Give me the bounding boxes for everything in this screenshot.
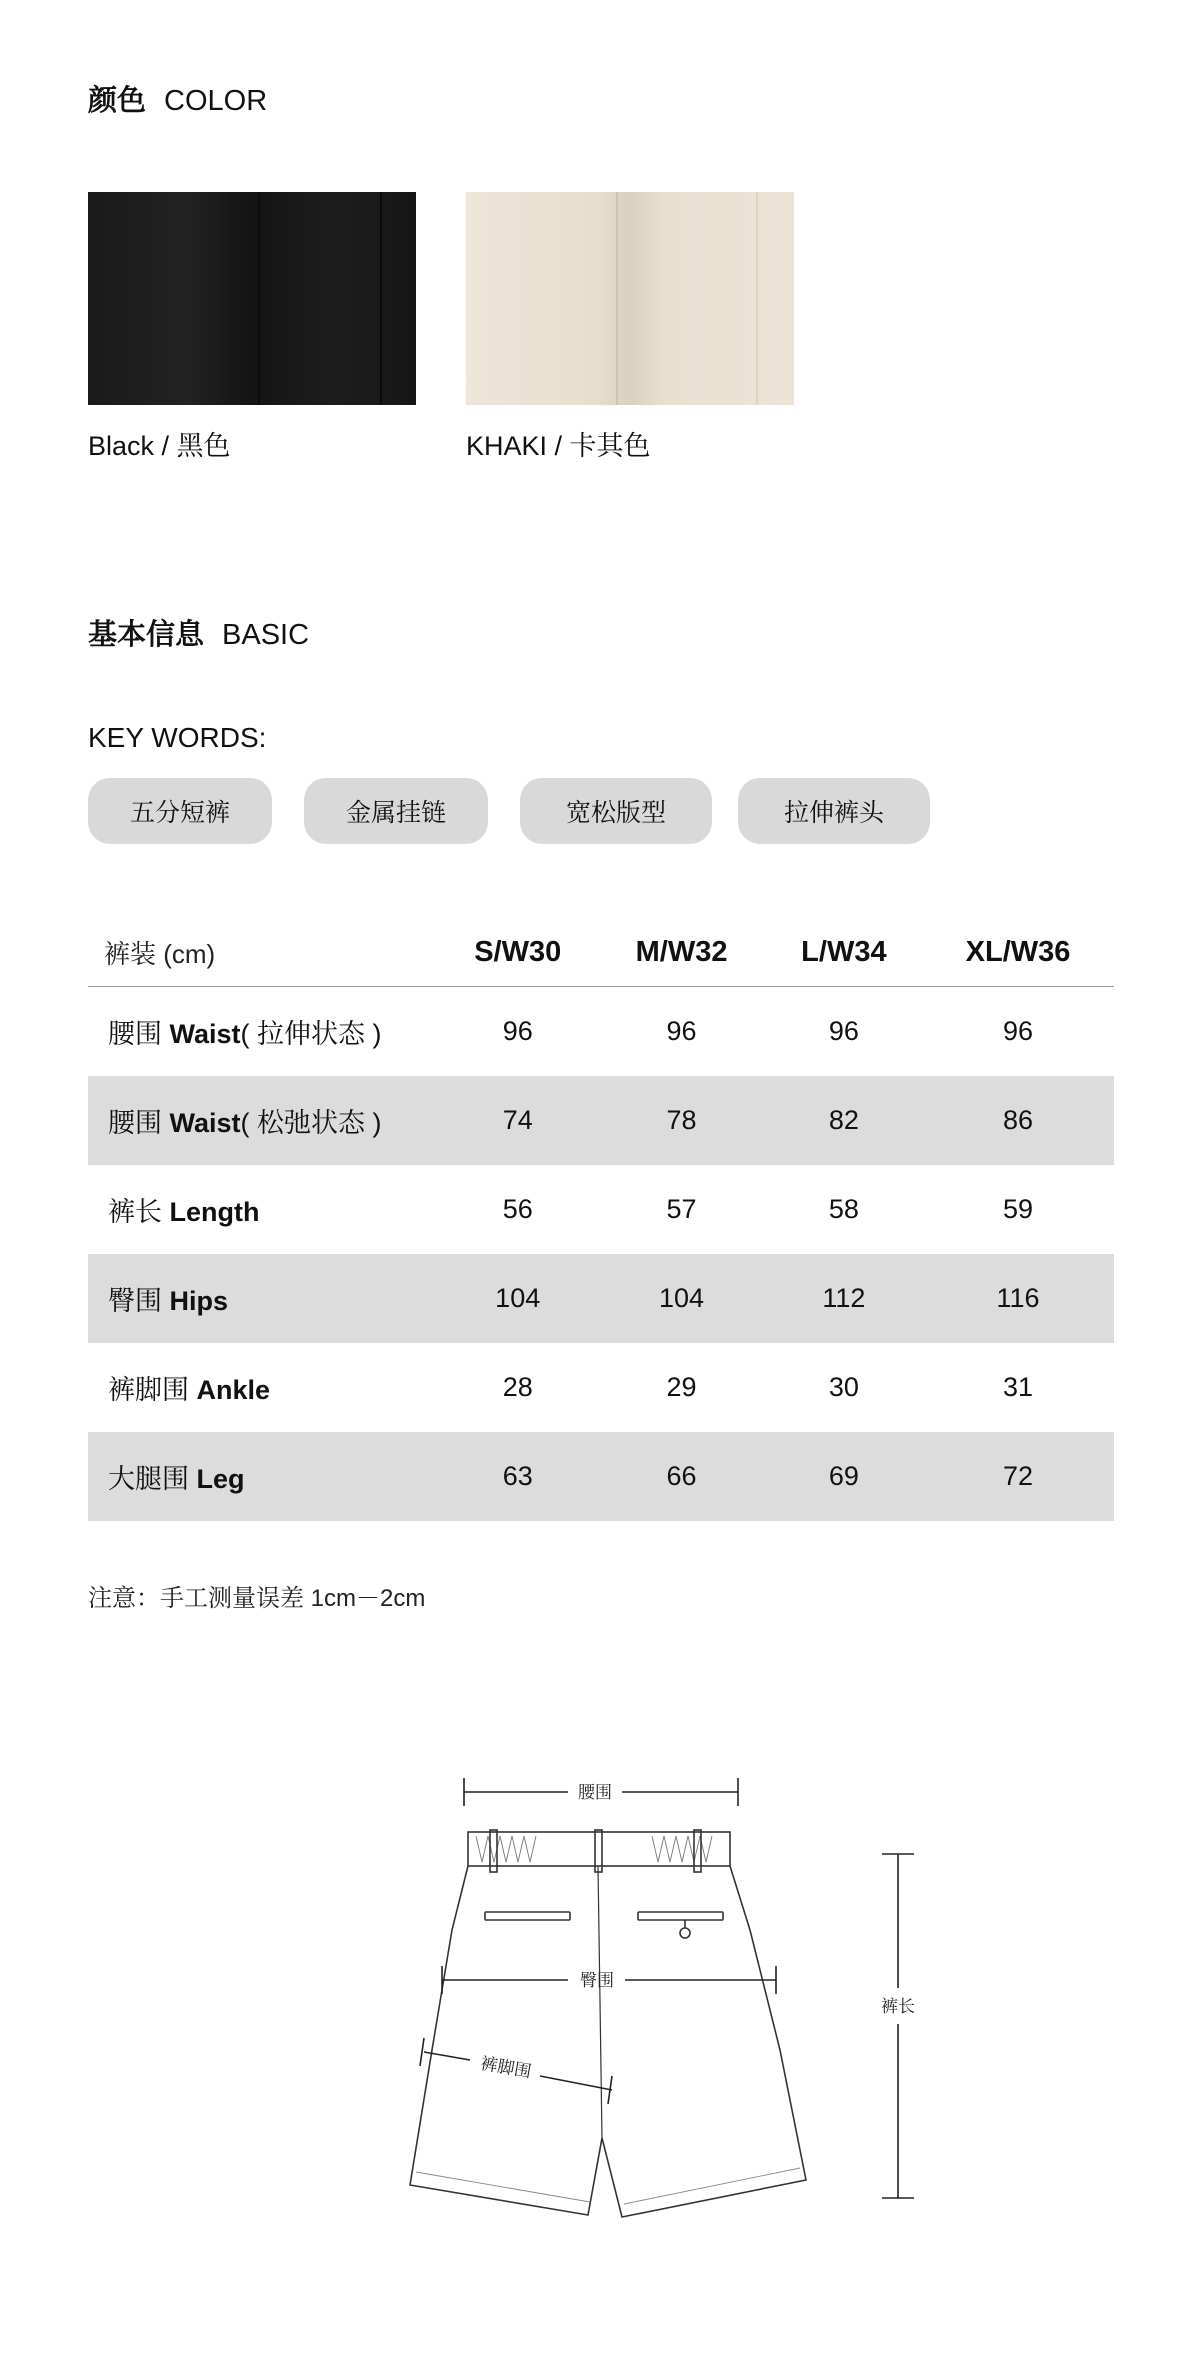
swatch-black-label: Black / 黑色: [88, 431, 231, 461]
button-icon: [680, 1928, 690, 1938]
length-label: 裤长: [881, 1997, 915, 2016]
cell-value: 29: [666, 1372, 697, 1402]
cell-value: 28: [502, 1372, 533, 1402]
cell-value: 96: [828, 1016, 859, 1046]
table-row: [88, 1254, 1114, 1343]
table-row: [88, 987, 1114, 1077]
ankle-label: 裤脚围: [479, 2053, 533, 2082]
color-title-zh: 颜色: [88, 85, 147, 117]
cell-value: 96: [666, 1016, 697, 1046]
cell-value: 74: [438, 1076, 597, 1165]
row-label: 腰围 Waist( 松弛状态 ): [88, 1076, 438, 1165]
cell-value: 58: [828, 1194, 859, 1224]
color-section-title: [88, 78, 267, 119]
cell-value: 63: [438, 1432, 597, 1521]
cell-value: 82: [766, 1076, 922, 1165]
swatch-black[interactable]: [88, 192, 416, 405]
waist-label: 腰围: [578, 1783, 612, 1802]
keyword-chip: 宽松版型: [520, 778, 712, 844]
row-label: 裤长 Length: [108, 1197, 260, 1227]
cell-value: 104: [597, 1254, 765, 1343]
table-row: [88, 1076, 1114, 1165]
basic-section-title: [88, 612, 309, 653]
cell-value: 86: [922, 1076, 1114, 1165]
cell-value: 69: [766, 1432, 922, 1521]
shorts-measurement-diagram: [380, 1760, 920, 2230]
row-label: 臀围 Hips: [88, 1254, 438, 1343]
color-title-en: COLOR: [164, 85, 268, 117]
cell-value: 116: [922, 1254, 1114, 1343]
header-size-xl: XL/W36: [922, 918, 1114, 987]
table-row: [88, 1165, 1114, 1254]
basic-title-zh: 基本信息: [88, 619, 205, 651]
cell-value: 78: [597, 1076, 765, 1165]
row-label: 腰围 Waist( 拉伸状态 ): [108, 1019, 382, 1049]
header-size-s: S/W30: [438, 918, 597, 987]
swatch-khaki[interactable]: [466, 192, 794, 405]
shorts-outline: [410, 1866, 806, 2217]
table-row: [88, 1343, 1114, 1432]
table-row: [88, 1432, 1114, 1521]
cell-value: 72: [922, 1432, 1114, 1521]
size-table: [88, 918, 1114, 1521]
row-label: 大腿围 Leg: [88, 1432, 438, 1521]
keyword-chip: 拉伸裤头: [738, 778, 930, 844]
cell-value: 56: [502, 1194, 533, 1224]
header-size-m: M/W32: [597, 918, 765, 987]
cell-value: 57: [666, 1194, 697, 1224]
cell-value: 59: [1003, 1194, 1034, 1224]
cell-value: 31: [1003, 1372, 1034, 1402]
hips-label: 臀围: [580, 1971, 614, 1990]
header-unit: 裤装 (cm): [88, 918, 438, 987]
measurement-note: 注意：手工测量误差 1cm－2cm: [88, 1585, 426, 1612]
cell-value: 104: [438, 1254, 597, 1343]
swatch-khaki-label: KHAKI / 卡其色: [466, 431, 651, 461]
row-label: 裤脚围 Ankle: [108, 1375, 271, 1405]
basic-title-en: BASIC: [222, 619, 310, 651]
cell-value: 66: [597, 1432, 765, 1521]
keyword-chip: 金属挂链: [304, 778, 488, 844]
cell-value: 96: [502, 1016, 533, 1046]
cell-value: 96: [1003, 1016, 1034, 1046]
keywords-title: KEY WORDS:: [88, 722, 267, 753]
size-table-header: [88, 918, 1114, 987]
cell-value: 30: [828, 1372, 859, 1402]
keyword-chip: 五分短裤: [88, 778, 272, 844]
header-size-l: L/W34: [766, 918, 922, 987]
cell-value: 112: [766, 1254, 922, 1343]
